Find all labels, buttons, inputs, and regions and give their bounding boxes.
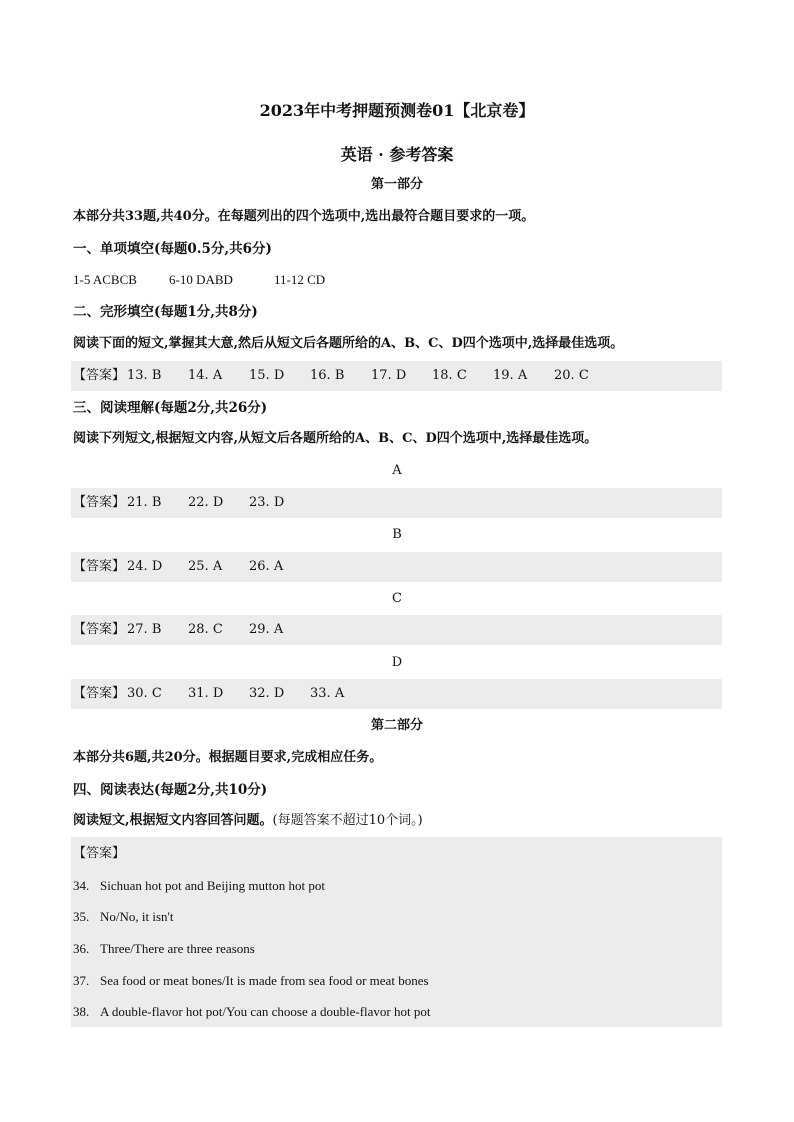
section4-title: 四、阅读表达(每题2分,共10分): [73, 782, 268, 798]
section4-answer-band: [71, 837, 722, 1027]
answer-text: Sichuan hot pot and Beijing mutton hot pot: [100, 878, 325, 893]
section2-answers: [73, 367, 589, 385]
qa-answer-row: [73, 972, 429, 990]
answer-item: 24. D: [127, 559, 163, 574]
answer-item: 29. A: [249, 622, 284, 637]
answer-item: 21. B: [127, 495, 162, 510]
answer-item: 32. D: [249, 686, 285, 701]
answer-item: 20. C: [554, 368, 589, 383]
answer-item: 33. A: [310, 686, 345, 701]
passage-d-answers: [73, 685, 344, 703]
question-number: 38.: [73, 1004, 90, 1019]
answer-label: 【答案】: [73, 495, 126, 510]
section2-title: 二、完形填空(每题1分,共8分): [73, 304, 258, 320]
passage-letter-c: C: [392, 591, 402, 606]
answer-item: 23. D: [249, 495, 285, 510]
part1-heading: 第一部分: [370, 177, 423, 192]
passage-letter-b: B: [392, 527, 402, 542]
question-number: 37.: [73, 973, 90, 988]
passage-b-answers: [73, 558, 283, 576]
qa-answer-row: [73, 940, 255, 958]
section4-instruction: 阅读短文,根据短文内容回答问题。(每题答案不超过10个词。): [73, 813, 423, 828]
part1-intro: 本部分共33题,共40分。在每题列出的四个选项中,选出最符合题目要求的一项。: [73, 209, 535, 224]
section1-answers: [73, 271, 325, 289]
question-number: 35.: [73, 909, 90, 924]
answer-label: 【答案】: [73, 368, 126, 383]
part2-heading: 第二部分: [370, 718, 423, 733]
answer-item: 30. C: [127, 686, 162, 701]
answer-text: Three/There are three reasons: [100, 941, 255, 956]
passage-a-answers: [73, 494, 284, 512]
section1-answer-group: 6-10 DABD: [169, 272, 233, 287]
answer-text: A double-flavor hot pot/You can choose a double-flavor hot pot: [100, 1004, 431, 1019]
document-title: 2023年中考押题预测卷01【北京卷】: [259, 101, 535, 120]
qa-answer-row: [73, 908, 174, 926]
section2-instruction: 阅读下面的短文,掌握其大意,然后从短文后各题所给的A、B、C、D四个选项中,选择最佳选项。: [73, 336, 624, 351]
answer-item: 28. C: [188, 622, 223, 637]
answer-label: 【答案】: [73, 686, 126, 701]
answer-item: 19. A: [493, 368, 528, 383]
part2-intro: 本部分共6题,共20分。根据题目要求,完成相应任务。: [73, 750, 383, 765]
answer-text: Sea food or meat bones/It is made from sea food or meat bones: [100, 973, 429, 988]
section1-title: 一、单项填空(每题0.5分,共6分): [73, 241, 272, 257]
answer-item: 17. D: [371, 368, 407, 383]
qa-answer-row: [73, 1003, 430, 1021]
section1-answer-group: 1-5 ACBCB: [73, 272, 137, 287]
passage-letter-d: D: [391, 655, 403, 670]
answer-item: 26. A: [249, 559, 284, 574]
answer-label: 【答案】: [73, 559, 126, 574]
answer-text: No/No, it isn't: [100, 909, 174, 924]
answer-item: 27. B: [127, 622, 162, 637]
passage-c-answers: [73, 621, 283, 639]
question-number: 36.: [73, 941, 90, 956]
section3-instruction: 阅读下列短文,根据短文内容,从短文后各题所给的A、B、C、D四个选项中,选择最佳选项。: [73, 431, 598, 446]
section4-answer-label: 【答案】: [73, 846, 126, 861]
section3-title: 三、阅读理解(每题2分,共26分): [73, 400, 268, 416]
answer-item: 22. D: [188, 495, 224, 510]
section1-answer-group: 11-12 CD: [274, 272, 326, 287]
question-number: 34.: [73, 878, 90, 893]
answer-item: 14. A: [188, 368, 223, 383]
answer-item: 16. B: [310, 368, 345, 383]
document-subtitle: 英语 · 参考答案: [340, 145, 454, 164]
answer-item: 31. D: [188, 686, 224, 701]
passage-letter-a: A: [392, 463, 402, 478]
qa-answer-row: [73, 877, 325, 895]
answer-item: 15. D: [249, 368, 285, 383]
answer-item: 25. A: [188, 559, 223, 574]
answer-item: 13. B: [127, 368, 162, 383]
answer-label: 【答案】: [73, 622, 126, 637]
answer-item: 18. C: [432, 368, 467, 383]
